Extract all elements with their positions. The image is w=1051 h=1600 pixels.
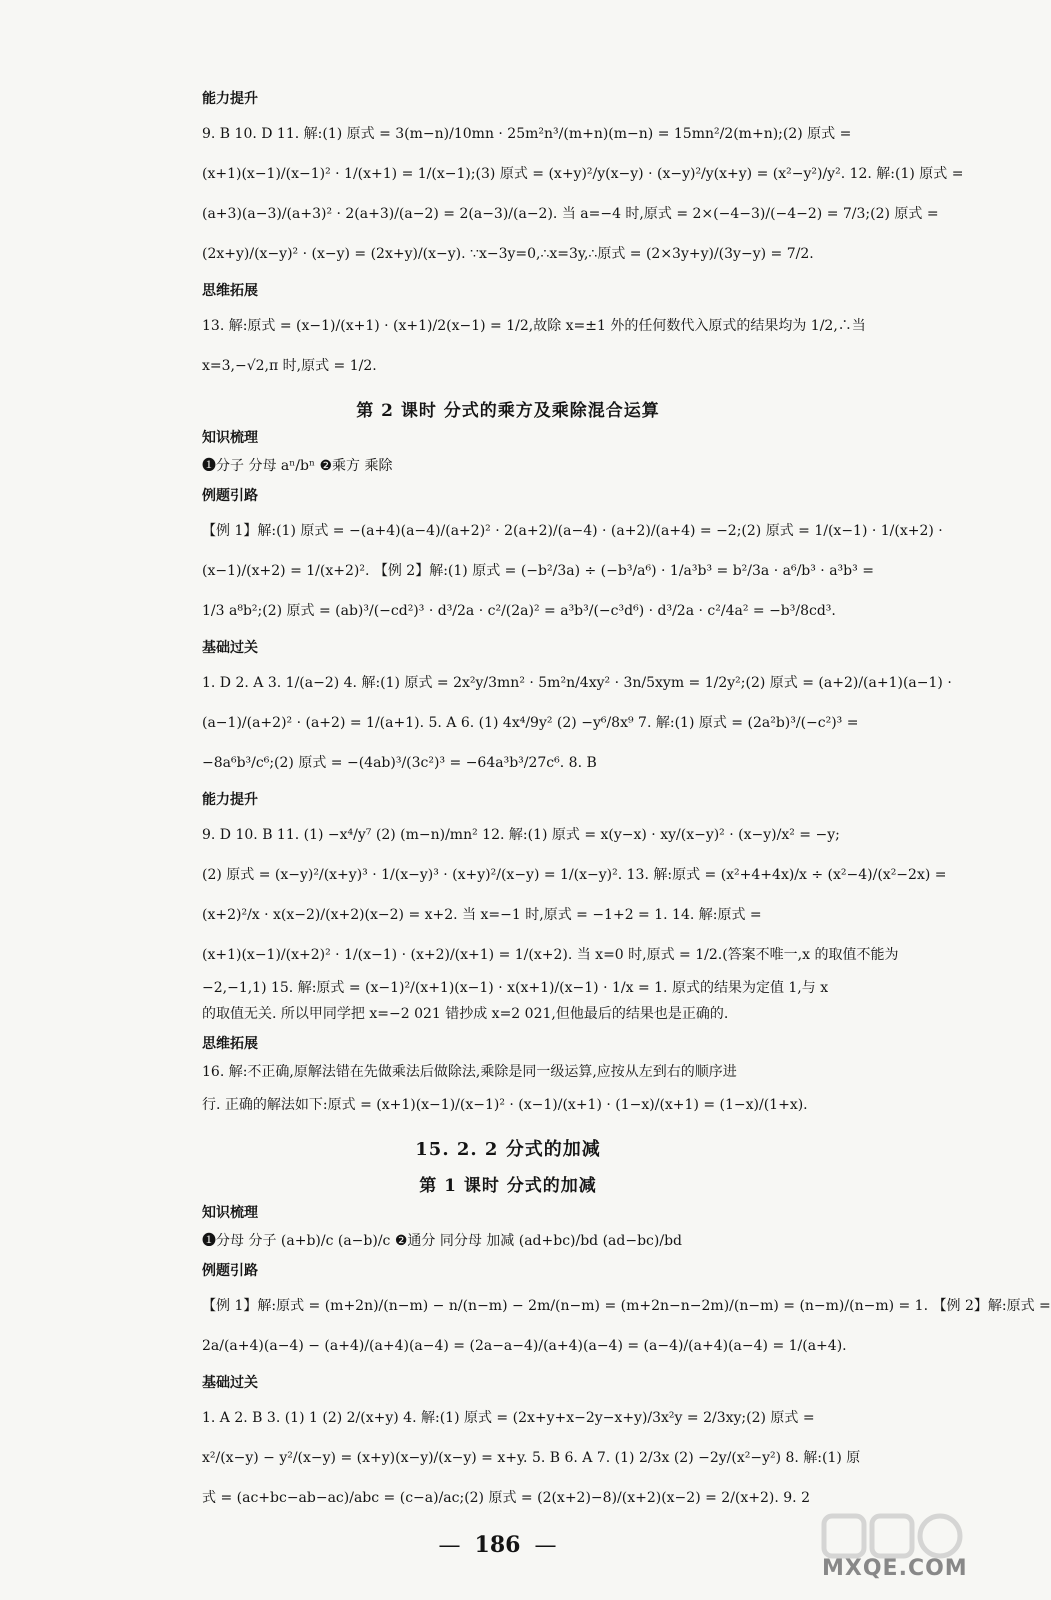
answer-line: 9. D 10. B 11. (1) −x⁴/y⁷ (2) (m−n)/mn² 12. 解:(1) 原式 = x(y−x) · xy/(x−y)² · (x−y)/x² = −y; — [202, 827, 840, 843]
answer-line: 的取值无关. 所以甲同学把 x=−2 021 错抄成 x=2 021,但他最后的结果也是正确的. — [202, 1006, 729, 1022]
answer-line: 【例 1】解:(1) 原式 = −(a+4)(a−4)/(a+2)² · 2(a+2)/(a−4) · (a+2)/(a+4) = −2;(2) 原式 = 1/(x−1) · 1/(x+2) · — [202, 523, 943, 539]
answer-line: 1/3 a⁸b²;(2) 原式 = (ab)³/(−cd²)³ · d³/2a · c²/(2a)² = a³b³/(−c³d⁶) · d³/2a · c²/4a² = −b³/8cd³. — [202, 603, 836, 619]
answer-line: (a−1)/(a+2)² · (a+2) = 1/(a+1). 5. A 6. (1) 4x⁴/9y² (2) −y⁶/8x⁹ 7. 解:(1) 原式 = (2a²b)³/(−c²)³ = — [202, 715, 859, 731]
answer-line: 行. 正确的解法如下:原式 = (x+1)(x−1)/(x−1)² · (x−1)/(x+1) · (1−x)/(x+1) = (1−x)/(1+x). — [202, 1097, 808, 1113]
section-label-extension: 思维拓展 — [202, 283, 258, 299]
answer-content — [202, 82, 1051, 1518]
watermark-text: MXQE.COM — [822, 1556, 968, 1581]
section-label-ability: 能力提升 — [202, 792, 258, 808]
answer-line: 2a/(a+4)(a−4) − (a+4)/(a+4)(a−4) = (2a−a−4)/(a+4)(a−4) = (a−4)/(a+4)(a−4) = 1/(a+4). — [202, 1338, 847, 1354]
answer-line: (a+3)(a−3)/(a+3)² · 2(a+3)/(a−2) = 2(a−3)/(a−2). 当 a=−4 时,原式 = 2×(−4−3)/(−4−2) = 7/3;(2) 原式 = — [202, 206, 939, 222]
answer-line: (2x+y)/(x−y)² · (x−y) = (2x+y)/(x−y). ∵x−3y=0,∴x=3y,∴原式 = (2×3y+y)/(3y−y) = 7/2. — [202, 246, 814, 262]
section-label-ability: 能力提升 — [202, 91, 258, 107]
answer-line: 16. 解:不正确,原解法错在先做乘法后做除法,乘除是同一级运算,应按从左到右的顺序进 — [202, 1064, 737, 1080]
answer-line: x²/(x−y) − y²/(x−y) = (x+y)(x−y)/(x−y) = x+y. 5. B 6. A 7. (1) 2/3x (2) −2y/(x²−y²) 8. 解:(1) 原 — [202, 1450, 861, 1466]
answer-line: ❶分子 分母 aⁿ/bⁿ ❷乘方 乘除 — [202, 458, 393, 474]
answer-line: (2) 原式 = (x−y)²/(x+y)³ · 1/(x−y)³ · (x+y)²/(x−y) = 1/(x−y)². 13. 解:原式 = (x²+4+4x)/x ÷ (x²−4)/(x²−2x) = — [202, 867, 947, 883]
answer-line: (x−1)/(x+2) = 1/(x+2)². 【例 2】解:(1) 原式 = (−b²/3a) ÷ (−b³/a⁶) · 1/a³b³ = b²/3a · a⁶/b³ · a³b³ = — [202, 563, 874, 579]
answer-line: −8a⁶b³/c⁶;(2) 原式 = −(4ab)³/(3c²)³ = −64a³b³/27c⁶. 8. B — [202, 755, 597, 771]
section-title: 15. 2. 2 分式的加减 — [415, 1139, 601, 1160]
answer-line: ❶分母 分子 (a+b)/c (a−b)/c ❷通分 同分母 加减 (ad+bc)/bd (ad−bc)/bd — [202, 1233, 683, 1249]
answer-line: −2,−1,1) 15. 解:原式 = (x−1)²/(x+1)(x−1) · x(x+1)/(x−1) · 1/x = 1. 原式的结果为定值 1,与 x — [202, 980, 829, 996]
page-number: — 186 — — [438, 1532, 557, 1558]
section-label-examples: 例题引路 — [202, 488, 258, 504]
section-label-extension: 思维拓展 — [202, 1036, 258, 1052]
answer-line: (x+1)(x−1)/(x−1)² · 1/(x+1) = 1/(x−1);(3) 原式 = (x+y)²/y(x−y) · (x−y)²/y(x+y) = (x²−y²)/y². 12. 解:(1) 原式 = — [202, 166, 964, 182]
page-number-value: 186 — [474, 1532, 521, 1558]
section-label-knowledge: 知识梳理 — [202, 1205, 258, 1221]
answer-line: 13. 解:原式 = (x−1)/(x+1) · (x+1)/2(x−1) = 1/2,故除 x=±1 外的任何数代入原式的结果均为 1/2,∴当 — [202, 318, 866, 334]
section-label-basic: 基础过关 — [202, 1375, 258, 1391]
answer-line: 【例 1】解:原式 = (m+2n)/(n−m) − n/(n−m) − 2m/(n−m) = (m+2n−n−2m)/(n−m) = (n−m)/(n−m) = 1. 【例 2】解:原式 = — [202, 1298, 1051, 1314]
lesson-title: 第 1 课时 分式的加减 — [419, 1176, 597, 1196]
section-label-examples: 例题引路 — [202, 1263, 258, 1279]
answer-line: 式 = (ac+bc−ab−ac)/abc = (c−a)/ac;(2) 原式 = (2(x+2)−8)/(x+2)(x−2) = 2/(x+2). 9. 2 — [202, 1490, 810, 1506]
section-label-basic: 基础过关 — [202, 640, 258, 656]
answer-line: (x+1)(x−1)/(x+2)² · 1/(x−1) · (x+2)/(x+1) = 1/(x+2). 当 x=0 时,原式 = 1/2.(答案不唯一,x 的取值不能为 — [202, 947, 899, 963]
lesson-title: 第 2 课时 分式的乘方及乘除混合运算 — [356, 401, 660, 421]
section-label-knowledge: 知识梳理 — [202, 430, 258, 446]
answer-line: 1. D 2. A 3. 1/(a−2) 4. 解:(1) 原式 = 2x²y/3mn² · 5m²n/4xy² · 3n/5xym = 1/2y²;(2) 原式 = (a+2)/(a+1)(a−1) · — [202, 675, 952, 691]
answer-line: 9. B 10. D 11. 解:(1) 原式 = 3(m−n)/10mn · 25m²n³/(m+n)(m−n) = 15mn²/2(m+n);(2) 原式 = — [202, 126, 852, 142]
answer-line: (x+2)²/x · x(x−2)/(x+2)(x−2) = x+2. 当 x=−1 时,原式 = −1+2 = 1. 14. 解:原式 = — [202, 907, 762, 923]
answer-line: x=3,−√2,π 时,原式 = 1/2. — [202, 358, 377, 374]
answer-line: 1. A 2. B 3. (1) 1 (2) 2/(x+y) 4. 解:(1) 原式 = (2x+y+x−2y−x+y)/3x²y = 2/3xy;(2) 原式 = — [202, 1410, 815, 1426]
